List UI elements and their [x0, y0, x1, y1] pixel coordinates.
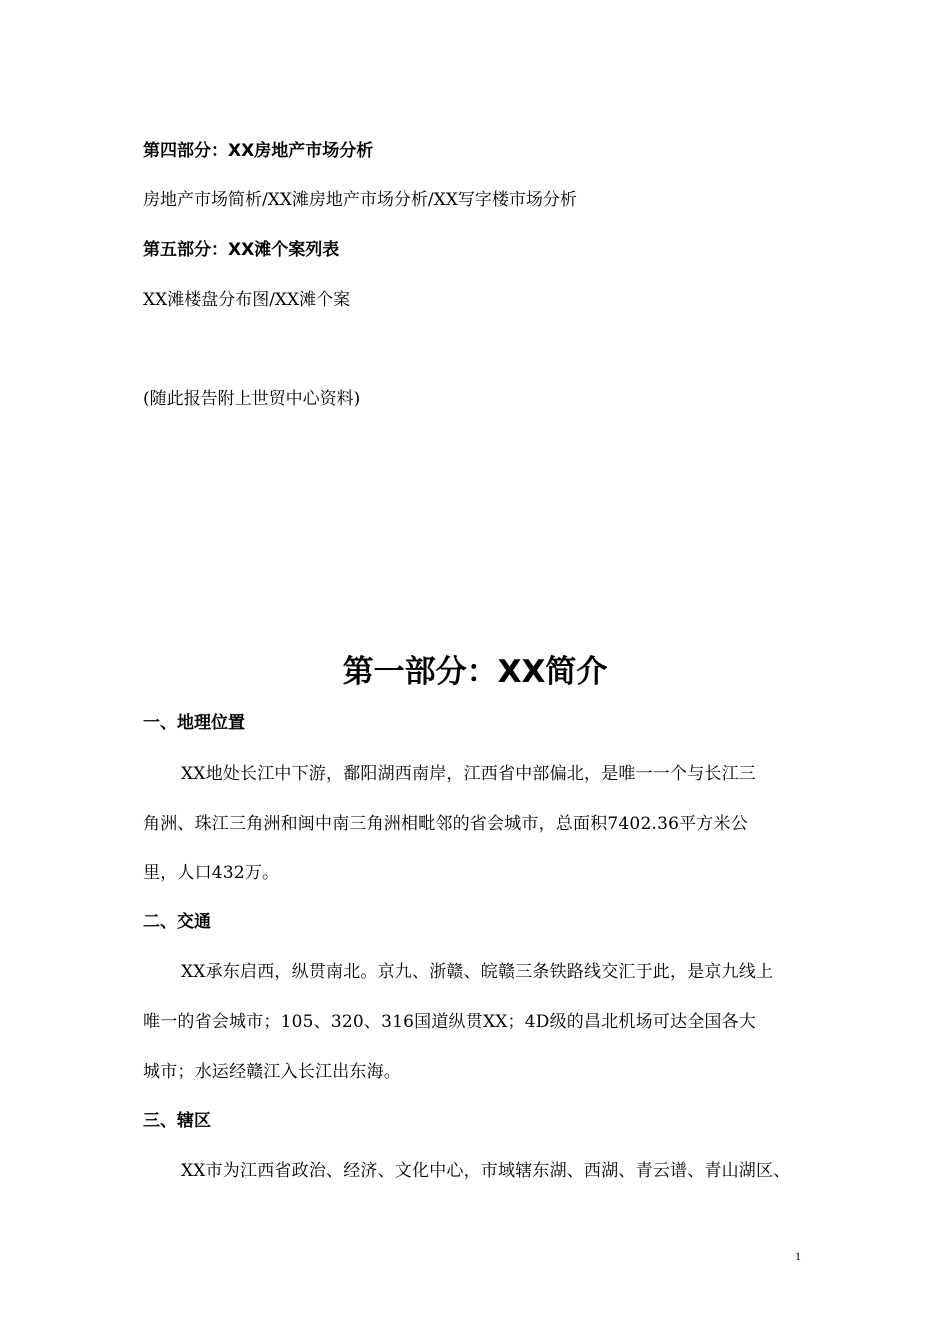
toc-part5-items: XX滩楼盘分布图/XX滩个案 [143, 290, 351, 310]
toc-part4-heading: 第四部分：XX房地产市场分析 [143, 141, 374, 161]
section-heading-transport: 二、交通 [143, 912, 211, 932]
location-line-2: 角洲、珠江三角洲和闽中南三角洲相毗邻的省会城市，总面积7402.36平方米公 [143, 814, 748, 834]
toc-part5-heading: 第五部分：XX滩个案列表 [143, 240, 340, 260]
section-heading-location: 一、地理位置 [143, 713, 245, 733]
part1-title: 第一部分：XX简介 [342, 654, 608, 690]
location-line-3: 里，人口432万。 [143, 863, 280, 883]
location-line-1: XX地处长江中下游，鄱阳湖西南岸，江西省中部偏北，是唯一一个与长江三 [181, 764, 757, 784]
transport-line-1: XX承东启西，纵贯南北。京九、浙赣、皖赣三条铁路线交汇于此，是京九线上 [181, 962, 774, 982]
transport-line-2: 唯一的省会城市；105、320、316国道纵贯XX；4D级的昌北机场可达全国各大 [143, 1012, 756, 1032]
district-line-1: XX市为江西省政治、经济、文化中心，市域辖东湖、西湖、青云谱、青山湖区、 [181, 1161, 791, 1181]
transport-line-3: 城市；水运经赣江入长江出东海。 [143, 1062, 401, 1082]
toc-part4-items: 房地产市场简析/XX滩房地产市场分析/XX写字楼市场分析 [143, 190, 577, 210]
page-number: 1 [795, 1249, 801, 1263]
attachment-note: (随此报告附上世贸中心资料) [143, 389, 361, 409]
section-heading-district: 三、辖区 [143, 1111, 211, 1131]
